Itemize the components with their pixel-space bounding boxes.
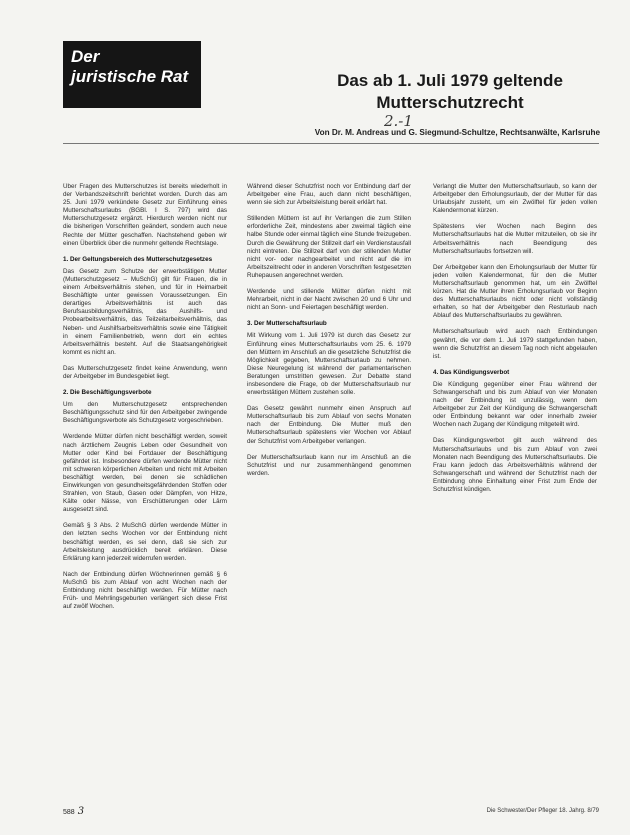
- paragraph: Gemäß § 3 Abs. 2 MuSchG dürfen werdende Mütter in den letzten sechs Wochen vor der Entbindung nicht beschäftigt werden, es sei denn, daß sie sich zur Arbeitsleistung ausdrücklich bereit erklären. Diese Erklärung kann jederzeit widerrufen werden.: [63, 522, 227, 562]
- paragraph: Um den Mutterschutzgesetz entsprechenden Beschäftigungsschutz sind für den Arbeitgeber zwingende Beschäftigungsverbote als Schutzgesetz vorgeschrieben.: [63, 401, 227, 425]
- paragraph: Stillenden Müttern ist auf ihr Verlangen die zum Stillen erforderliche Zeit, mindestens aber zweimal täglich eine halbe Stunde oder einmal täglich eine Stunde freizugeben. Durch die Gewährung der Stillzeit darf ein Verdienstausfall nicht eintreten. Die Stillzeit darf von der stillenden Mutter nicht vor- oder nachgearbeitet und nicht auf die im Arbeitszeitrecht oder in anderen Vorschriften festgesetzten Ruhepausen angerechnet werden.: [247, 215, 411, 279]
- paragraph: Die Kündigung gegenüber einer Frau während der Schwangerschaft und bis zum Ablauf von vier Monaten nach der Entbindung ist unzulässig, wenn dem Arbeitgeber zur Zeit der Kündigung die Schwangerschaft oder Entbindung bekannt war oder innerhalb zweier Wochen nach Zugang der Kündigung mitgeteilt wird.: [433, 380, 597, 429]
- header-divider: [63, 143, 599, 144]
- paragraph: Mutterschaftsurlaub wird auch nach Entbindungen gewährt, die vor dem 1. Juli 1979 stattgefunden haben, wenn die Schutzfrist an diesem Tag noch nicht abgelaufen ist.: [433, 328, 597, 360]
- section-rubric: [63, 41, 201, 108]
- page-number-printed: 588: [63, 809, 75, 816]
- paragraph: Das Gesetz zum Schutze der erwerbstätigen Mutter (Mutterschutzgesetz – MuSchG) gilt für Frauen, die in einem Arbeitsverhältnis stehen, und für in Heimarbeit Beschäftigte unter gewissen Voraussetzungen. Ein derartiges Arbeitsverhältnis ist auch das Berufsausbildungsverhältnis, das Aushilfs- und Probearbeitsverhältnis, das Teilzeitarbeitsverhältnis, das Neben- und Aushilfsarbeitsverhältnis sowie eine Tätigkeit in einem Familienbetrieb, wenn dort ein echtes Arbeitsverhältnis besteht. Auf die Staatsangehörigkeit kommt es nicht an.: [63, 267, 227, 356]
- rubric-line-2: juristische Rat: [71, 67, 189, 86]
- title-line-1: Das ab 1. Juli 1979 geltende: [337, 71, 563, 90]
- paragraph: Das Mutterschutzgesetz findet keine Anwendung, wenn der Arbeitgeber im Bundesgebiet liegt.: [63, 364, 227, 380]
- text-column-3: [433, 183, 597, 803]
- paragraph: Der Arbeitgeber kann den Erholungsurlaub der Mutter für jeden vollen Kalendermonat, für den die Mutter Mutterschaftsurlaub genommen hat, um ein Zwölftel kürzen. Hat die Mutter ihren Erholungsurlaub vor Beginn des Mutterschaftsurlaubs nicht oder nicht vollständig erhalten, so hat der Arbeitgeber den Resturlaub nach Ablauf des Mutterschaftsurlaubs zu gewähren.: [433, 263, 597, 320]
- title-line-2: Mutterschutzrecht: [376, 93, 524, 112]
- paragraph: Spätestens vier Wochen nach Beginn des Mutterschaftsurlaubs hat die Mutter mitzuteilen, ob sie ihr Arbeitsverhältnis nach Beendigung des Mutterschaftsurlaubs fortsetzen will.: [433, 223, 597, 255]
- paragraph: Werdende und stillende Mütter dürfen nicht mit Mehrarbeit, nicht in der Nacht zwischen 20 und 6 Uhr und nicht an Sonn- und Feiertagen beschäftigt werden.: [247, 288, 411, 312]
- byline: Von Dr. M. Andreas und G. Siegmund-Schultze, Rechtsanwälte, Karlsruhe: [314, 128, 600, 137]
- paragraph: Mit Wirkung vom 1. Juli 1979 ist durch das Gesetz zur Einführung eines Mutterschaftsurlaubs vom 25. 6. 1979 den Müttern im Anschluß an die gesetzliche Schutzfrist die Möglichkeit gegeben, Mutterschaftsurlaub zu nehmen. Diese Neuregelung ist während der parlamentarischen Beratungen umstritten gewesen. Zur Debatte stand insbesondere die Frage, ob der Mutterschaftsurlaub nur erwerbstätigen Müttern zustehen solle.: [247, 332, 411, 397]
- section-heading: 4. Das Kündigungsverbot: [433, 368, 510, 376]
- paragraph: Nach der Entbindung dürfen Wöchnerinnen gemäß § 6 MuSchG bis zum Ablauf von acht Wochen nach der Entbindung nicht beschäftigt werden. Für Mütter nach Früh- und Mehrlingsgeburten verlängert sich diese Frist auf zwölf Wochen.: [63, 570, 227, 611]
- paragraph: Über Fragen des Mutterschutzes ist bereits wiederholt in der Verbandszeitschrift berichtet worden. Durch das am 25. Juni 1979 verkündete Gesetz zur Einführung eines Mutterschaftsurlaubs (BGBl. I S. 797) wird das Mutterschutzgesetz ergänzt. Hierdurch werden nicht nur die bisherigen Vorschriften geändert, sondern auch neue Rechte der Mütter geschaffen. Nachstehend geben wir einen Überblick über die nunmehr geltende Rechtslage.: [63, 183, 227, 247]
- page-number: [63, 806, 84, 817]
- paragraph: Das Gesetz gewährt nunmehr einen Anspruch auf Mutterschaftsurlaub bis zum Ablauf von sechs Monaten nach der Entbindung. Die Mutter muß den Mutterschaftsurlaub spätestens vier Wochen vor Ablauf der Schutzfrist vom Arbeitgeber verlangen.: [247, 405, 411, 445]
- paragraph: Das Kündigungsverbot gilt auch während des Mutterschaftsurlaubs und bis zum Ablauf von zwei Monaten nach Beendigung des Mutterschaftsurlaubs. Die Frau kann jedoch das Arbeitsverhältnis während der Schwangerschaft und während der Schutzfrist nach der Entbindung ohne Einhaltung einer Frist zum Ende der Schutzfrist kündigen.: [433, 437, 597, 493]
- section-heading: 1. Der Geltungsbereich des Mutterschutzgesetzes: [63, 255, 213, 263]
- paragraph: Werdende Mütter dürfen nicht beschäftigt werden, soweit nach ärztlichem Zeugnis Leben oder Gesundheit von Mutter oder Kind bei Fortdauer der Beschäftigung gefährdet ist. Insbesondere dürfen werdende Mütter nicht mit schweren körperlichen Arbeiten und nicht mit Arbeiten beschäftigt werden, bei denen sie schädlichen Einwirkungen von gesundheitsgefährdenden Stoffen oder Strahlen, von Staub, Gasen oder Dämpfen, von Hitze, Kälte oder Nässe, von Erschütterungen oder Lärm ausgesetzt sind.: [63, 433, 227, 514]
- handwritten-note: 2.-1: [384, 112, 413, 130]
- text-column-2: [247, 183, 411, 803]
- section-heading: 2. Die Beschäftigungsverbote: [63, 389, 152, 397]
- page-number-handwritten: 3: [77, 806, 85, 817]
- text-column-1: [63, 183, 227, 803]
- journal-footer: Die Schwester/Der Pfleger 18. Jahrg. 8/79: [486, 808, 599, 814]
- paragraph: Der Mutterschaftsurlaub kann nur im Anschluß an die Schutzfrist und nur zusammenhängend genommen werden.: [247, 453, 411, 477]
- paragraph: Verlangt die Mutter den Mutterschaftsurlaub, so kann der Arbeitgeber den Erholungsurlaub, der der Mutter für das Urlaubsjahr zusteht, um ein Zwölftel für jeden vollen Kalendermonat kürzen.: [433, 183, 597, 215]
- section-heading: 3. Der Mutterschaftsurlaub: [247, 320, 327, 328]
- paragraph: Während dieser Schutzfrist noch vor Entbindung darf der Arbeitgeber eine Frau, auch dann nicht beschäftigen, wenn sie sich zur Arbeitsleistung bereit erklärt hat.: [247, 183, 411, 207]
- article-title: [305, 70, 595, 114]
- rubric-line-1: Der: [71, 47, 100, 66]
